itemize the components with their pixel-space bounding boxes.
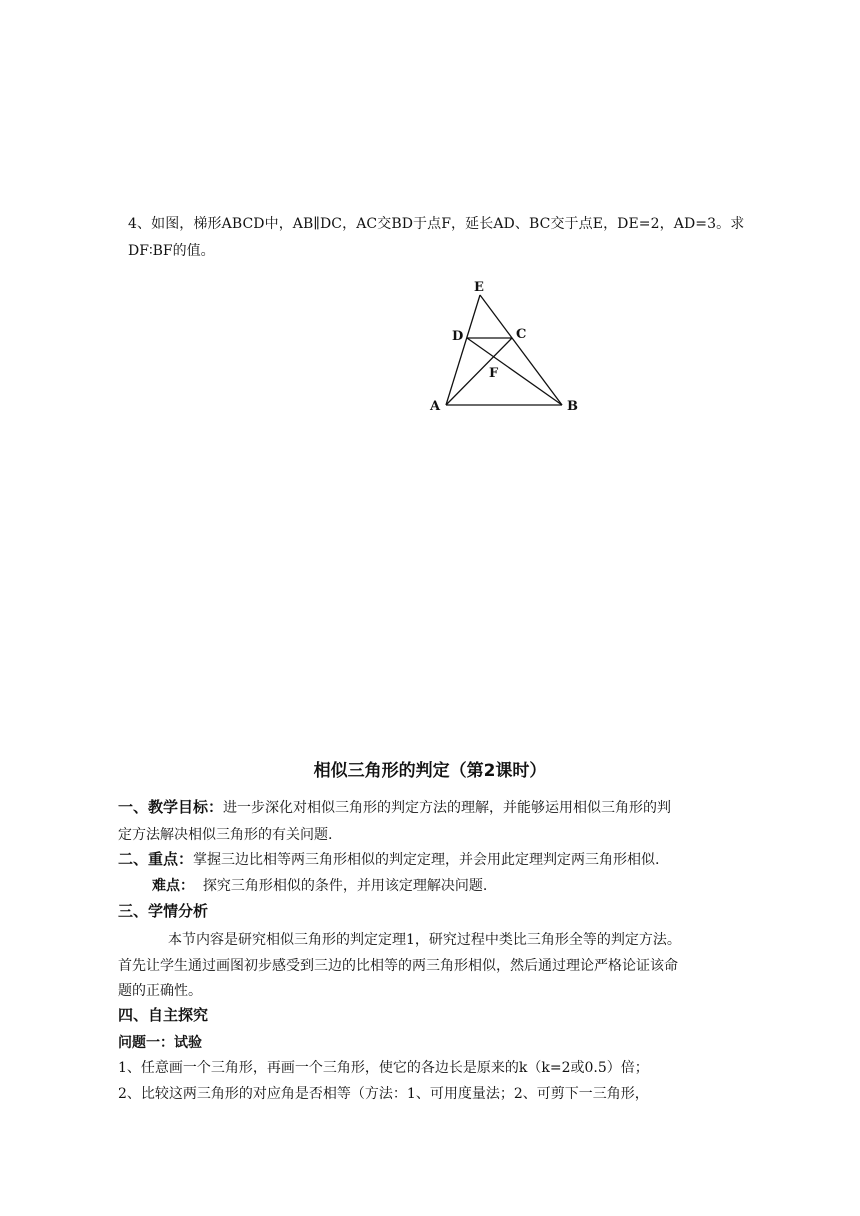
label-B: B bbox=[567, 399, 578, 414]
key-line bbox=[118, 849, 659, 870]
analysis-text3: 题的正确性。 bbox=[118, 983, 202, 999]
question1-heading: 问题一：试验 bbox=[118, 1035, 202, 1051]
lesson-title: 相似三角形的判定（第2课时） bbox=[313, 761, 547, 781]
problem-text-line2: DF∶BF的值。 bbox=[128, 243, 215, 259]
segment-DB bbox=[467, 338, 562, 405]
analysis-text1: 本节内容是研究相似三角形的判定定理1，研究过程中类比三角形全等的判定方法。 bbox=[168, 932, 681, 948]
label-F: F bbox=[489, 366, 499, 381]
step1-text: 1、任意画一个三角形，再画一个三角形，使它的各边长是原来的k（k=2或0.5）倍； bbox=[118, 1060, 649, 1076]
problem-text-line1: 4、如图，梯形ABCD中，AB∥DC，AC交BD于点F，延长AD、BC交于点E，DE=2，AD=3。求 bbox=[128, 216, 745, 232]
key-text: 掌握三边比相等两三角形相似的判定定理，并会用此定理判定两三角形相似. bbox=[193, 852, 660, 868]
analysis-heading: 三、学情分析 bbox=[118, 902, 209, 920]
label-C: C bbox=[516, 327, 527, 342]
goal-text1: 进一步深化对相似三角形的判定方法的理解，并能够运用相似三角形的判 bbox=[223, 800, 672, 816]
label-E: E bbox=[474, 280, 484, 295]
trapezoid-figure bbox=[420, 276, 590, 421]
goal-line1 bbox=[118, 797, 671, 818]
label-D: D bbox=[452, 329, 464, 344]
analysis-text2: 首先让学生通过画图初步感受到三边的比相等的两三角形相似，然后通过理论严格论证该命 bbox=[118, 958, 678, 974]
label-A: A bbox=[430, 399, 441, 414]
goal-heading: 一、教学目标： bbox=[118, 798, 224, 816]
difficulty-line bbox=[152, 876, 487, 896]
difficulty-heading: 难点： bbox=[152, 878, 194, 894]
step2-text: 2、比较这两三角形的对应角是否相等（方法：1、可用度量法；2、可剪下一三角形， bbox=[118, 1086, 649, 1102]
goal-text2: 定方法解决相似三角形的有关问题. bbox=[118, 827, 333, 843]
difficulty-text: 探究三角形相似的条件，并用该定理解决问题. bbox=[202, 878, 488, 894]
explore-heading: 四、自主探究 bbox=[118, 1006, 209, 1024]
segment-EB bbox=[480, 295, 562, 405]
key-heading: 二、重点： bbox=[118, 850, 194, 868]
